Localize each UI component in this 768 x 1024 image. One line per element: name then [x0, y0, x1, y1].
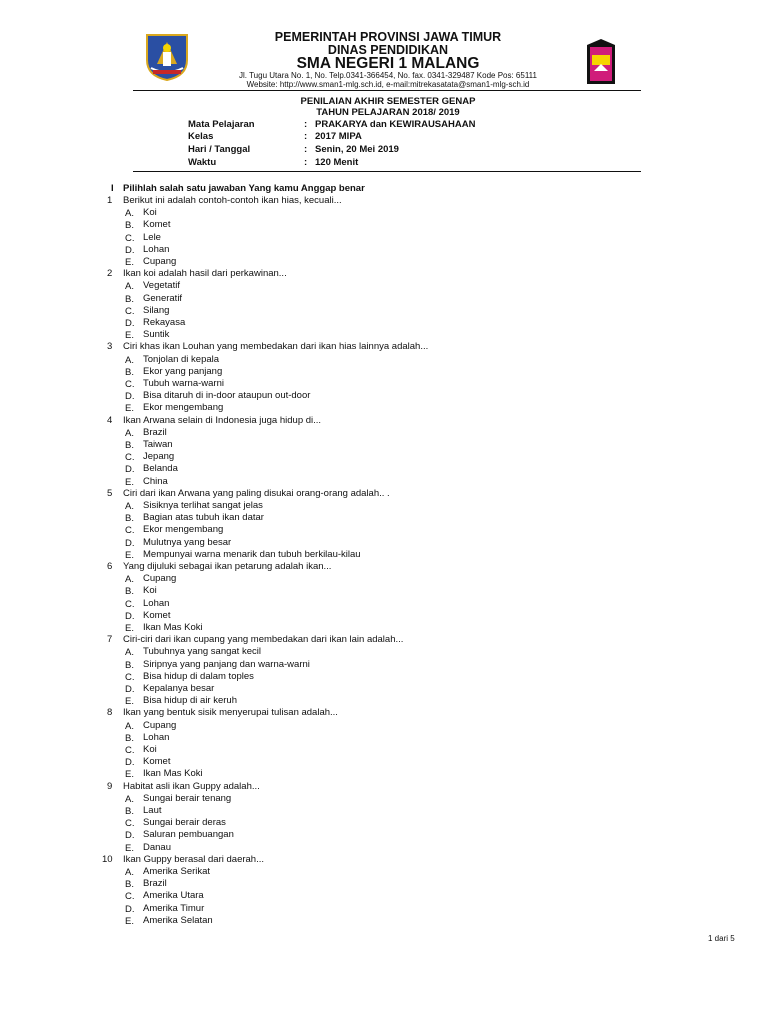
option-letter: C. [125, 379, 135, 390]
option-letter: A. [125, 867, 134, 878]
option-text: Bisa ditaruh di in-door ataupun out-door [143, 390, 311, 402]
option-text: Koi [143, 207, 157, 219]
question-number: 4 [107, 414, 113, 426]
option-text: Tonjolan di kepala [143, 353, 220, 365]
option-letter: B. [125, 806, 134, 817]
option-text: Ikan Mas Koki [143, 622, 203, 633]
info-label: Hari / Tanggal [188, 144, 251, 155]
option-text: Belanda [143, 463, 178, 475]
option-letter: D. [125, 464, 135, 476]
question-number: 9 [107, 780, 113, 792]
option-text: Silang [143, 304, 170, 316]
question-number: 3 [107, 341, 113, 353]
info-separator: : [304, 131, 308, 142]
option-text: Lohan [143, 243, 170, 255]
info-label: Kelas [188, 131, 214, 142]
school-name: SMA NEGERI 1 MALANG [296, 55, 480, 72]
option-letter: D. [125, 757, 135, 769]
option-text: Ikan Mas Koki [143, 768, 203, 780]
option-text: Jepang [143, 451, 175, 463]
option-letter: A. [125, 574, 134, 586]
page-number: 1 dari 5 [708, 934, 735, 943]
option-letter: B. [125, 732, 134, 744]
question-text: Ciri dari ikan Arwana yang paling disukai orang-orang adalah.. . [123, 487, 390, 499]
option-letter: A. [125, 647, 134, 659]
option-letter: B. [125, 659, 134, 671]
exam-year: TAHUN PELAJARAN 2018/ 2019 [316, 107, 460, 118]
question-number: 7 [107, 634, 113, 646]
question-number: 8 [107, 707, 113, 719]
option-letter: D. [125, 684, 135, 695]
option-letter: E. [125, 403, 134, 415]
question-number: 2 [107, 268, 113, 280]
question-number: 1 [107, 195, 113, 206]
government-name: PEMERINTAH PROVINSI JAWA TIMUR [274, 30, 502, 44]
option-text: Tubuh warna-warni [143, 378, 224, 389]
question-text: Ikan Arwana selain di Indonesia juga hidup di... [123, 414, 322, 426]
option-letter: D. [125, 830, 135, 842]
option-letter: B. [125, 586, 134, 598]
option-letter: A. [125, 427, 134, 439]
option-letter: E. [125, 696, 134, 708]
option-letter: A. [125, 793, 134, 805]
option-text: Tubuhnya yang sangat kecil [143, 646, 261, 658]
question-number: 10 [102, 853, 113, 865]
question-text: Ikan Guppy berasal dari daerah... [123, 853, 265, 865]
option-text: Brazil [143, 426, 167, 438]
option-text: Sungai berair deras [143, 817, 226, 829]
option-text: Lohan [143, 731, 170, 743]
option-text: Ekor mengembang [143, 524, 224, 536]
question-text: Yang dijuluki sebagai ikan petarung adalah ikan... [123, 561, 332, 572]
info-value: PRAKARYA dan KEWIRAUSAHAAN [315, 119, 476, 130]
option-letter: B. [125, 440, 134, 451]
option-text: Vegetatif [143, 280, 180, 292]
department-name: DINAS PENDIDIKAN [327, 43, 449, 57]
option-text: Amerika Timur [143, 902, 205, 914]
section-instruction: Pilihlah salah satu jawaban Yang kamu Anggap benar [123, 183, 365, 194]
info-value: Senin, 20 Mei 2019 [315, 144, 399, 155]
school-website: Website: http://www.sman1-mlg.sch.id, e-mail:mitrekasatata@sman1-mlg-sch.id [246, 80, 530, 89]
option-text: Generatif [143, 292, 183, 304]
option-letter: E. [125, 915, 134, 927]
option-letter: D. [125, 903, 135, 915]
info-separator: : [304, 144, 308, 155]
info-separator: : [304, 119, 308, 130]
option-text: Rekayasa [143, 317, 186, 328]
question-text: Ciri khas ikan Louhan yang membedakan dari ikan hias lainnya adalah... [123, 341, 429, 353]
option-letter: A. [125, 501, 134, 512]
option-text: Amerika Selatan [143, 914, 213, 926]
option-letter: C. [125, 891, 135, 903]
option-letter: D. [125, 537, 135, 549]
option-text: Koi [143, 744, 157, 755]
option-letter: B. [125, 366, 134, 378]
option-text: Amerika Serikat [143, 866, 211, 877]
school-address: Jl. Tugu Utara No. 1, No. Telp.0341-366454, No. fax. 0341-329487 Kode Pos: 65111 [239, 71, 537, 80]
option-text: Sungai berair tenang [143, 792, 232, 804]
info-separator: : [304, 157, 308, 168]
option-letter: C. [125, 232, 135, 244]
option-text: Danau [143, 841, 171, 853]
school-logo [585, 39, 617, 84]
option-text: Amerika Utara [143, 890, 204, 902]
option-letter: A. [125, 354, 134, 366]
option-letter: E. [125, 476, 134, 488]
info-value: 2017 MIPA [315, 131, 362, 142]
option-text: Mulutnya yang besar [143, 536, 232, 548]
exam-title: PENILAIAN AKHIR SEMESTER GENAP [300, 96, 476, 107]
option-text: Komet [143, 219, 171, 231]
question-number: 6 [107, 561, 113, 572]
option-text: Siripnya yang panjang dan warna-warni [143, 658, 310, 670]
info-value: 120 Menit [315, 157, 359, 168]
option-text: Cupang [143, 719, 177, 731]
option-text: Lohan [143, 597, 170, 609]
option-text: China [143, 475, 168, 487]
option-text: Bisa hidup di air keruh [143, 695, 237, 707]
option-text: Komet [143, 756, 171, 768]
option-text: Suntik [143, 329, 170, 341]
option-text: Taiwan [143, 439, 173, 450]
option-letter: B. [125, 513, 134, 525]
section-number: I [111, 183, 114, 194]
option-text: Cupang [143, 256, 177, 267]
option-letter: D. [125, 391, 135, 403]
question-number: 5 [107, 487, 113, 499]
header-divider [133, 90, 641, 91]
option-letter: E. [125, 549, 134, 561]
option-letter: D. [125, 610, 135, 622]
option-letter: A. [125, 720, 134, 732]
option-text: Cupang [143, 573, 177, 585]
question-text: Habitat asli ikan Guppy adalah... [123, 780, 260, 792]
option-letter: C. [125, 598, 135, 610]
option-text: Bagian atas tubuh ikan datar [143, 512, 264, 524]
info-label: Mata Pelajaran [188, 119, 255, 130]
option-letter: B. [125, 220, 134, 232]
option-letter: C. [125, 525, 135, 537]
option-letter: C. [125, 452, 135, 464]
option-letter: E. [125, 257, 134, 268]
option-letter: C. [125, 305, 135, 317]
option-text: Kepalanya besar [143, 683, 215, 694]
option-text: Brazil [143, 878, 167, 890]
option-text: Ekor yang panjang [143, 365, 223, 377]
option-letter: C. [125, 671, 135, 683]
question-text: Ciri-ciri dari ikan cupang yang membedakan dari ikan lain adalah... [123, 634, 404, 646]
info-label: Waktu [188, 157, 217, 168]
option-text: Koi [143, 585, 157, 597]
option-text: Lele [143, 231, 161, 243]
option-letter: B. [125, 879, 134, 891]
option-text: Ekor mengembang [143, 402, 224, 414]
option-text: Sisiknya terlihat sangat jelas [143, 500, 263, 511]
option-letter: E. [125, 842, 134, 854]
info-divider [133, 171, 641, 172]
question-text: Ikan yang bentuk sisik menyerupai tulisan adalah... [123, 707, 338, 719]
option-letter: E. [125, 330, 134, 342]
option-letter: A. [125, 281, 134, 293]
option-text: Mempunyai warna menarik dan tubuh berkilau-kilau [143, 548, 361, 560]
option-text: Saluran pembuangan [143, 829, 234, 841]
option-letter: C. [125, 745, 135, 756]
option-letter: E. [125, 623, 134, 634]
option-text: Komet [143, 609, 171, 621]
option-letter: D. [125, 244, 135, 256]
option-text: Bisa hidup di dalam toples [143, 670, 254, 682]
option-letter: B. [125, 293, 134, 305]
option-letter: E. [125, 769, 134, 781]
jatim-emblem-logo [143, 32, 191, 82]
option-letter: A. [125, 208, 134, 220]
option-letter: C. [125, 818, 135, 830]
option-text: Laut [143, 805, 162, 816]
option-letter: D. [125, 318, 135, 329]
question-text: Ikan koi adalah hasil dari perkawinan... [123, 268, 287, 280]
question-text: Berikut ini adalah contoh-contoh ikan hias, kecuali... [123, 195, 342, 206]
